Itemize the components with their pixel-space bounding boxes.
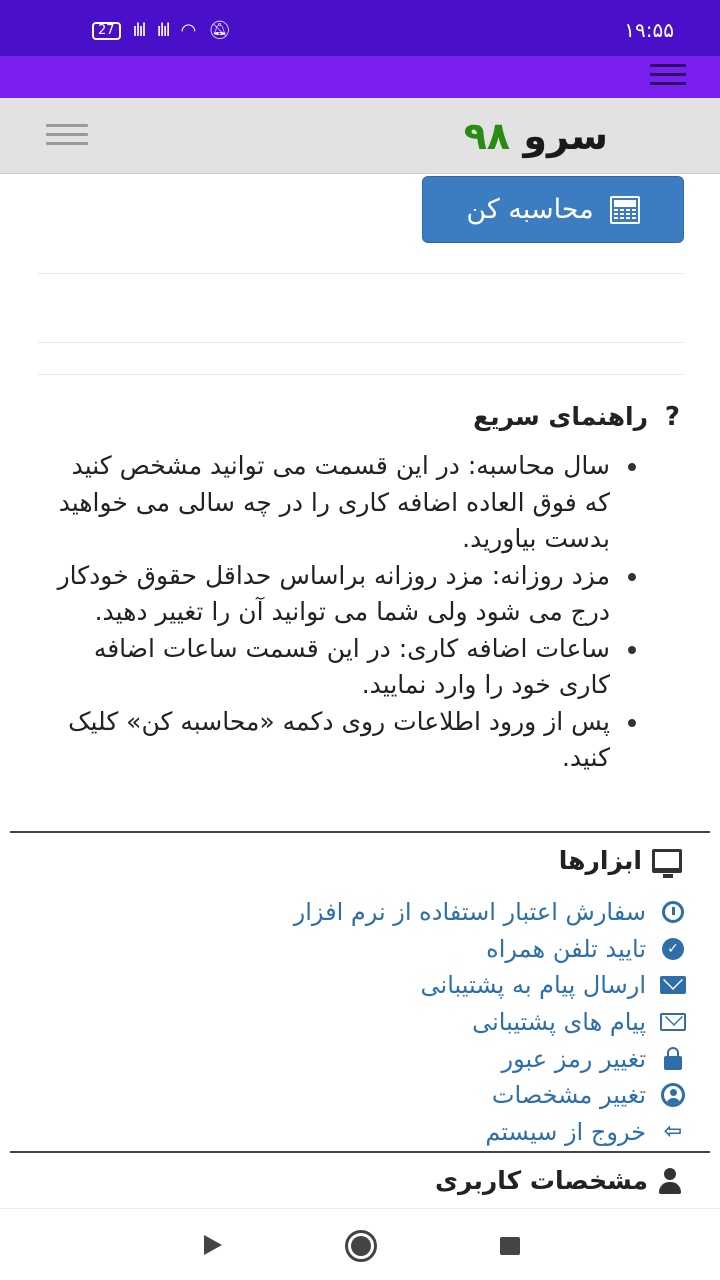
user-profile-title xyxy=(435,1166,682,1195)
calculator-icon xyxy=(610,196,640,224)
tool-link-label: خروج از سیستم xyxy=(485,1117,646,1146)
back-icon[interactable] xyxy=(204,1235,222,1255)
logo-number: ۹۸ xyxy=(463,114,511,158)
guide-title: راهنمای سریع xyxy=(473,402,648,431)
user-icon xyxy=(658,1168,682,1194)
app-menu-icon[interactable] xyxy=(650,64,686,90)
app-bar xyxy=(0,56,720,98)
divider xyxy=(38,273,684,274)
logo-word: سرو xyxy=(523,114,608,158)
system-nav-bar xyxy=(0,1208,720,1280)
calculate-button-label: محاسبه کن xyxy=(466,194,594,225)
tools-list xyxy=(294,894,686,1150)
check-circle-icon: ✓ xyxy=(660,936,686,962)
divider xyxy=(38,342,684,343)
user-profile-title-label: مشخصات کاربری xyxy=(435,1166,648,1195)
tool-link-label: پیام های پشتیبانی xyxy=(472,1008,646,1037)
tool-link-change-password[interactable] xyxy=(294,1040,686,1077)
status-icons xyxy=(92,20,231,41)
site-header xyxy=(0,98,720,174)
guide-item: پس از ورود اطلاعات روی دکمه «محاسبه کن» کلیک کنید. xyxy=(50,704,650,777)
guide-item: سال محاسبه: در این قسمت می توانید مشخص کنید که فوق العاده اضافه کاری را در چه سالی می خواهید بدست بیاورید. xyxy=(50,448,650,558)
status-bar xyxy=(0,0,720,56)
signal-icon-2: ılıl xyxy=(156,20,169,41)
tool-link-send-message[interactable] xyxy=(294,967,686,1004)
tools-title xyxy=(559,846,682,875)
tool-link-order-credit[interactable] xyxy=(294,894,686,931)
guide-item: ساعات اضافه کاری: در این قسمت ساعات اضافه کاری خود را وارد نمایید. xyxy=(50,631,650,704)
tool-link-label: ارسال پیام به پشتیبانی xyxy=(420,971,646,1000)
envelope-outline-icon xyxy=(660,1009,686,1035)
tools-title-label: ابزارها xyxy=(558,846,642,875)
envelope-icon xyxy=(660,972,686,998)
clock-icon xyxy=(660,899,686,925)
mute-bell-icon: 🔕︎ xyxy=(208,20,232,41)
desktop-icon xyxy=(652,849,682,873)
wifi-icon: ◠ xyxy=(180,20,197,41)
section-divider xyxy=(10,1151,710,1153)
tool-link-label: سفارش اعتبار استفاده از نرم افزار xyxy=(293,898,646,927)
tool-link-label: تایید تلفن همراه xyxy=(486,934,646,963)
question-icon: ? xyxy=(664,402,680,432)
hamburger-menu-icon[interactable] xyxy=(46,124,88,150)
battery-icon: 27 xyxy=(92,22,121,40)
signal-icon: ılıl xyxy=(132,20,145,41)
tool-link-verify-phone[interactable] xyxy=(294,931,686,968)
calculate-button[interactable] xyxy=(422,176,684,243)
tool-link-support-messages[interactable] xyxy=(294,1004,686,1041)
sign-out-icon: ⇦ xyxy=(663,1119,683,1145)
tool-link-logout[interactable] xyxy=(294,1114,686,1151)
user-circle-icon xyxy=(660,1082,686,1108)
tool-link-label: تغییر رمز عبور xyxy=(501,1044,646,1073)
guide-item: مزد روزانه: مزد روزانه براساس حداقل حقوق خودکار درج می شود ولی شما می توانید آن را تغییر دهید. xyxy=(50,558,650,631)
divider xyxy=(38,374,684,375)
recent-apps-icon[interactable] xyxy=(500,1237,520,1255)
section-divider xyxy=(10,831,710,833)
guide-list xyxy=(50,448,650,777)
clock: ۱۹:۵۵ xyxy=(624,18,674,42)
tool-link-edit-profile[interactable] xyxy=(294,1077,686,1114)
site-logo[interactable] xyxy=(464,114,608,158)
lock-icon xyxy=(660,1046,686,1072)
home-icon[interactable] xyxy=(345,1230,377,1262)
tool-link-label: تغییر مشخصات xyxy=(491,1081,646,1110)
